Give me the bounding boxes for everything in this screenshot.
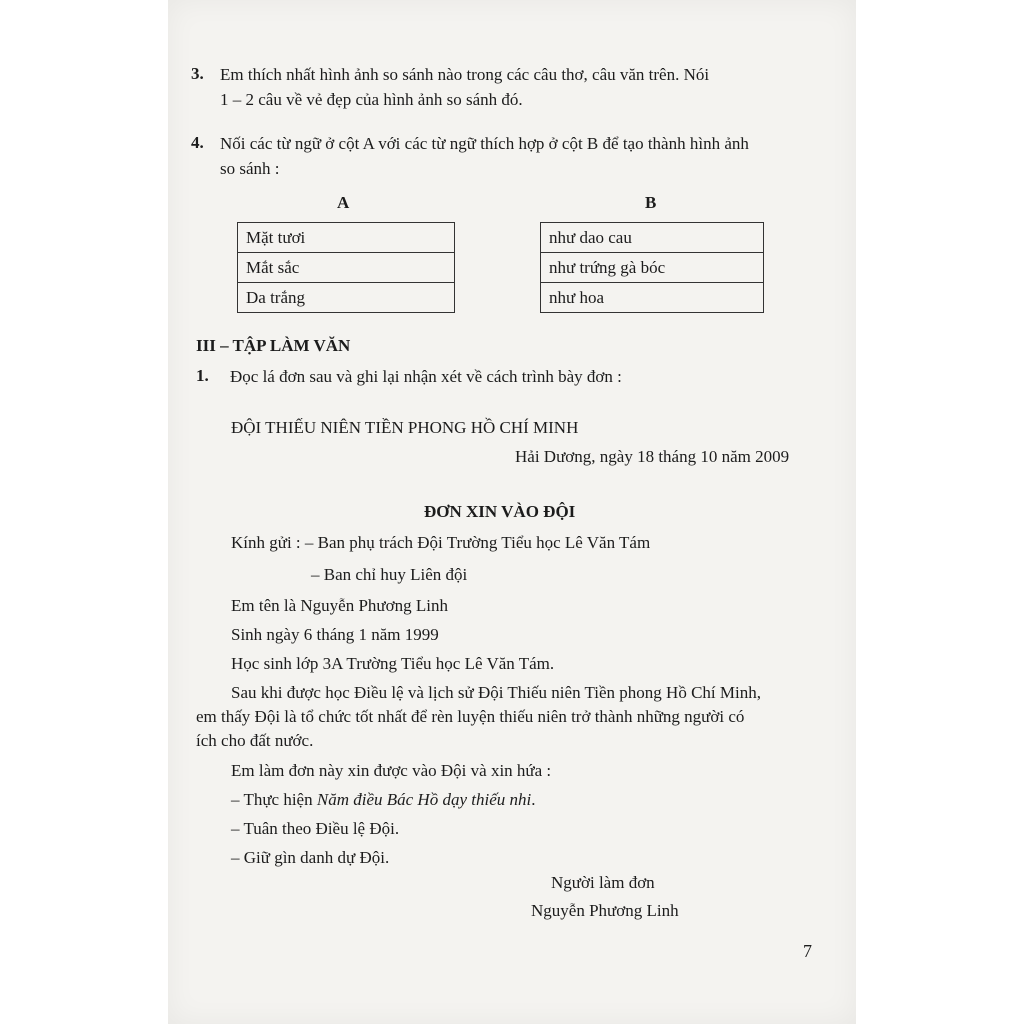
- task-1-number: 1.: [196, 366, 209, 385]
- column-a-heading: A: [337, 193, 350, 212]
- promise-item-1: [231, 789, 535, 811]
- page-number: 7: [803, 941, 812, 961]
- promise-item-1-suffix: .: [531, 790, 536, 809]
- promise-item-1-prefix: – Thực hiện: [231, 790, 317, 809]
- promise-item-3: – Giữ gìn danh dự Đội.: [231, 848, 390, 867]
- question-4-line-1: Nối các từ ngữ ở cột A với các từ ngữ thích hợp ở cột B để tạo thành hình ảnh: [220, 134, 749, 153]
- letter-paragraph-line-3: ích cho đất nước.: [196, 731, 314, 750]
- column-a-row: [238, 223, 455, 253]
- column-a-cell[interactable]: Mắt sắc: [238, 253, 455, 283]
- column-a-cell[interactable]: Da trắng: [238, 283, 455, 313]
- question-3-line-2: 1 – 2 câu về vẻ đẹp của hình ảnh so sánh đó.: [220, 90, 523, 109]
- letter-recipient-2: – Ban chỉ huy Liên đội: [311, 565, 468, 584]
- letter-dob-line: Sinh ngày 6 tháng 1 năm 1999: [231, 625, 439, 644]
- question-4-number: 4.: [191, 133, 204, 152]
- signer-name: Nguyễn Phương Linh: [531, 901, 679, 920]
- column-b-row: [541, 253, 764, 283]
- column-b-row: [541, 223, 764, 253]
- letter-recipient-1: Kính gửi : – Ban phụ trách Đội Trường Tiểu học Lê Văn Tám: [231, 533, 651, 552]
- question-3-number: 3.: [191, 64, 204, 83]
- promise-item-2: – Tuân theo Điều lệ Đội.: [231, 819, 400, 838]
- column-a-cell[interactable]: Mặt tươi: [238, 223, 455, 253]
- column-a-row: [238, 283, 455, 313]
- letter-organization: ĐỘI THIẾU NIÊN TIỀN PHONG HỒ CHÍ MINH: [231, 418, 579, 437]
- signer-label: Người làm đơn: [551, 873, 655, 892]
- column-b-cell[interactable]: như hoa: [541, 283, 764, 313]
- section-heading: III – TẬP LÀM VĂN: [196, 336, 351, 355]
- letter-title: ĐƠN XIN VÀO ĐỘI: [424, 502, 576, 521]
- letter-name-line: Em tên là Nguyễn Phương Linh: [231, 596, 448, 615]
- column-b-heading: B: [645, 193, 657, 212]
- letter-paragraph-line-2: em thấy Đội là tổ chức tốt nhất để rèn luyện thiếu niên trở thành những người có: [196, 707, 745, 726]
- column-a-table: [237, 222, 455, 313]
- column-b-table: [540, 222, 764, 313]
- promise-item-1-italic: Năm điều Bác Hồ dạy thiếu nhi: [316, 790, 532, 809]
- letter-promise-line: Em làm đơn này xin được vào Đội và xin hứa :: [231, 761, 552, 780]
- column-b-cell[interactable]: như trứng gà bóc: [541, 253, 764, 283]
- column-a-row: [238, 253, 455, 283]
- letter-date: Hải Dương, ngày 18 tháng 10 năm 2009: [515, 447, 790, 466]
- column-b-cell[interactable]: như dao cau: [541, 223, 764, 253]
- letter-class-line: Học sinh lớp 3A Trường Tiểu học Lê Văn Tám.: [231, 654, 555, 673]
- column-b-row: [541, 283, 764, 313]
- question-3-line-1: Em thích nhất hình ảnh so sánh nào trong các câu thơ, câu văn trên. Nói: [220, 65, 710, 84]
- question-4-line-2: so sánh :: [220, 159, 280, 178]
- task-1-text: Đọc lá đơn sau và ghi lại nhận xét về cách trình bày đơn :: [230, 367, 622, 386]
- letter-paragraph-line-1: Sau khi được học Điều lệ và lịch sử Đội Thiếu niên Tiền phong Hồ Chí Minh,: [231, 683, 761, 702]
